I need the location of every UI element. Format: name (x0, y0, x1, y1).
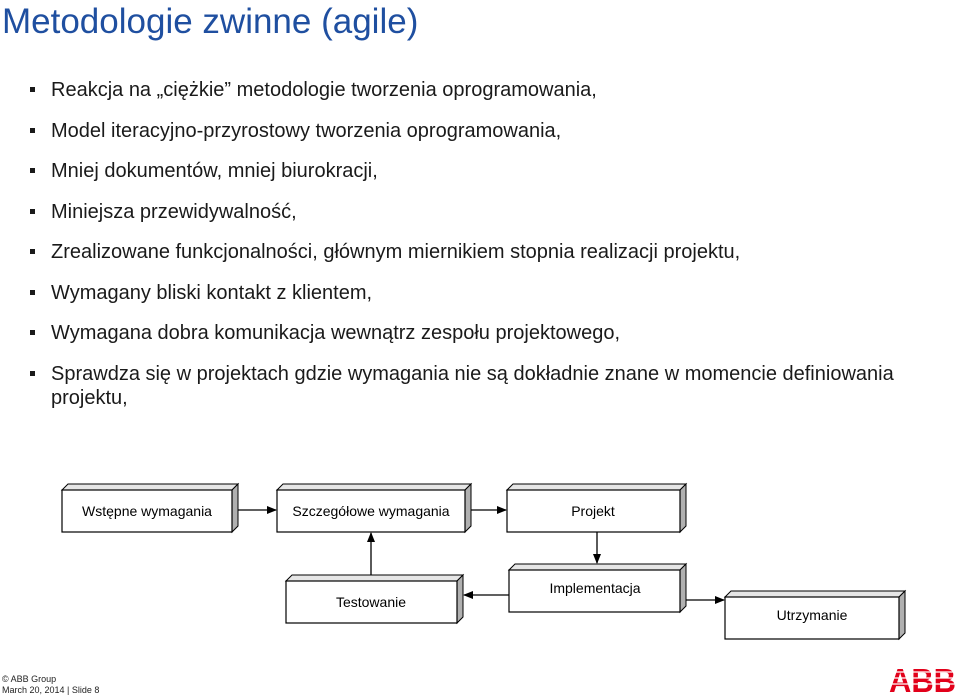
bullet-text: Wymagany bliski kontakt z klientem, (51, 281, 373, 304)
bullet-text: Miniejsza przewidywalność, (51, 200, 297, 223)
box-project (507, 484, 686, 532)
bullet-text: Wymagana dobra komunikacja wewnątrz zespołu projektowego, (51, 322, 621, 344)
bullet-text: Sprawdza się w projektach gdzie wymagania nie są dokładnie znane w momencie definiowania projektu, (51, 362, 894, 409)
box-testing (286, 575, 463, 623)
footer-company: © ABB Group (2, 674, 57, 684)
bullet-text: Mniej dokumentów, mniej biurokracji, (51, 160, 378, 182)
footer-slide-number: Slide 8 (71, 685, 100, 695)
slide-footer (2, 674, 99, 696)
box-initial-requirements-label: Wstępne wymagania (82, 503, 212, 519)
box-initial-requirements (62, 484, 238, 532)
bullet-text: Zrealizowane funkcjonalności, głównym miernikiem stopnia realizacji projektu, (51, 241, 741, 263)
box-detailed-requirements (277, 484, 471, 532)
box-project-label: Projekt (571, 503, 615, 519)
box-detailed-requirements-label: Szczegółowe wymagania (292, 503, 450, 519)
box-maintenance-label: Utrzymanie (776, 607, 848, 623)
bullet-text: Model iteracyjno-przyrostowy tworzenia oprogramowania, (51, 119, 562, 142)
box-testing-label: Testowanie (335, 594, 407, 610)
abb-logo (889, 662, 957, 694)
box-maintenance (725, 591, 905, 639)
slide-title: Metodologie zwinne (agile) (2, 2, 419, 41)
footer-date: March 20, 2014 (2, 685, 65, 695)
box-implementation (509, 564, 686, 612)
abb-logo-text: ABB (889, 662, 956, 694)
footer-date-slide: March 20, 2014 | Slide 8 (2, 685, 100, 695)
box-implementation-label: Implementacja (549, 580, 641, 596)
bullet-text: Reakcja na „ciężkie” metodologie tworzenia oprogramowania, (51, 79, 597, 101)
